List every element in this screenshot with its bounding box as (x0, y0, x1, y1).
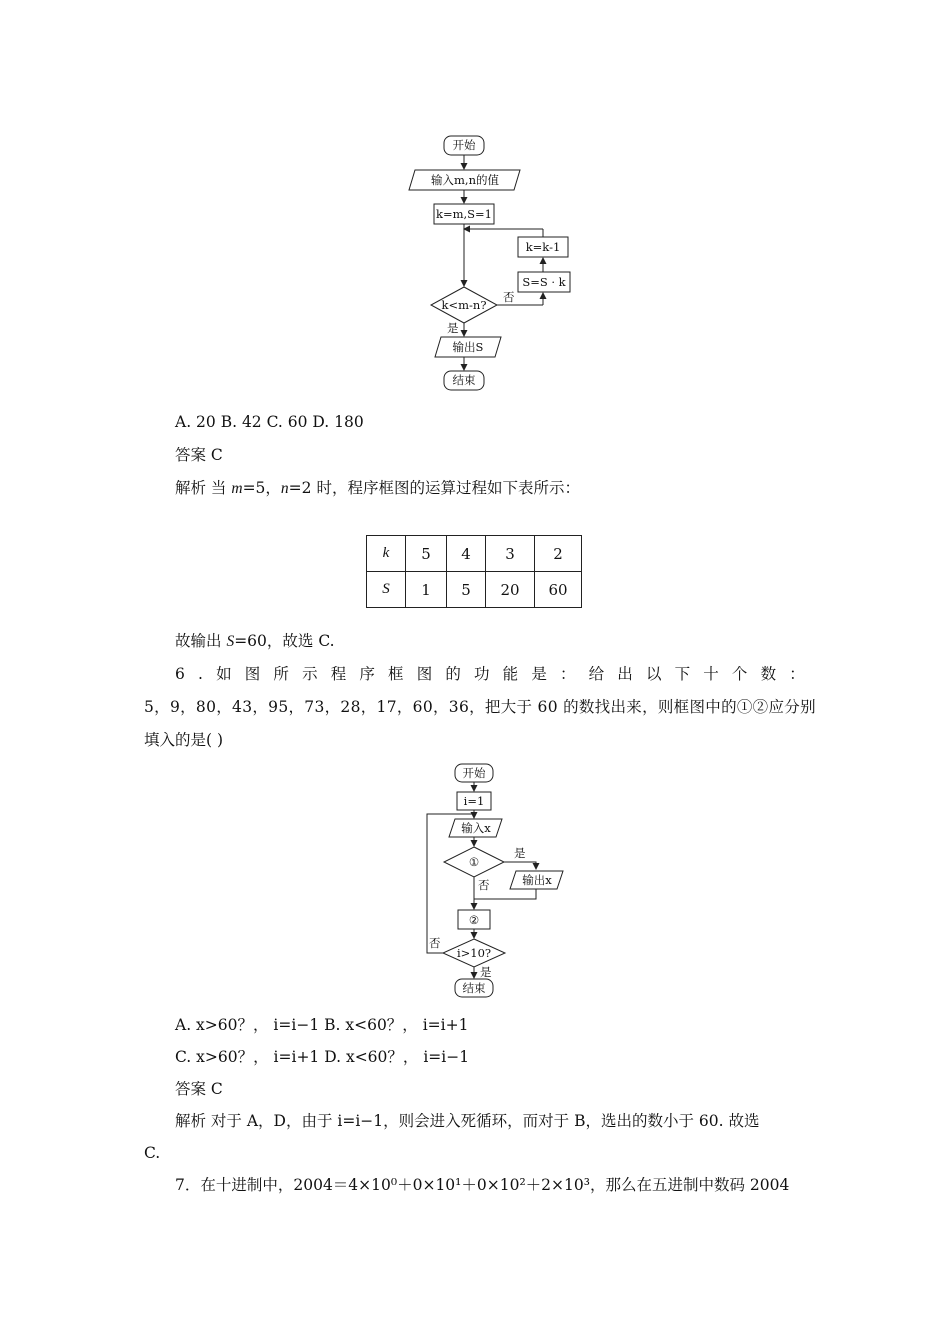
table-cell: 5 (447, 572, 486, 608)
table-cell: 4 (447, 536, 486, 572)
start-label: 开始 (452, 138, 476, 152)
q6-options-cd: C. x>60？， i=i+1 D. x<60？， i=i−1 (175, 1048, 470, 1066)
table-head-k: k (367, 536, 406, 572)
table-cell: 1 (406, 572, 447, 608)
q6-stem-char: 是 (531, 665, 547, 683)
q6-stem-char: 个 (731, 665, 748, 683)
q6-stem-char: 图 (416, 665, 433, 683)
flowchart-2 (420, 758, 570, 1000)
yes-label: 是 (447, 321, 459, 335)
table-row (367, 536, 582, 572)
condition-label: k<m-n? (441, 298, 487, 312)
q6-stem-char: 数 (760, 665, 777, 683)
table-head-s: S (367, 572, 406, 608)
var-m: m (231, 480, 243, 497)
slot1-label: ① (468, 855, 480, 869)
output-label-2: 输出x (522, 873, 552, 887)
q6-stem-char: 所 (273, 665, 289, 683)
q6-analysis-end: C. (144, 1144, 161, 1162)
init-label: k=m,S=1 (436, 207, 492, 221)
q6-stem (175, 664, 805, 684)
q6-stem-char: 以 (645, 665, 662, 683)
q5-conclusion (175, 631, 335, 652)
q6-stem-char: 框 (388, 665, 404, 683)
q6-stem-char: 能 (502, 665, 519, 683)
loop-condition-label: i>10? (456, 946, 492, 960)
conclusion-suffix: =60，故选 C. (234, 632, 335, 650)
q6-blank-line: 填入的是( ) (144, 731, 224, 749)
end-label-2: 结束 (462, 981, 486, 995)
input-label-2: 输入x (461, 821, 491, 835)
var-s: S (226, 633, 235, 650)
table-cell: 2 (535, 536, 582, 572)
loop-no-label: 否 (429, 936, 441, 950)
q6-answer: 答案 C (175, 1080, 223, 1098)
conclusion-prefix: 故输出 (175, 632, 227, 650)
table-cell: 3 (486, 536, 535, 572)
q6-numbers-line: 5，9，80，43，95，73，28，17，60，36，把大于 60 的数找出来，则框图中的①②应分别 (144, 698, 816, 716)
q6-stem-char: 序 (359, 665, 375, 683)
decrement-label: k=k-1 (525, 240, 561, 254)
multiply-label: S=S · k (522, 275, 566, 289)
q5-analysis (175, 478, 580, 499)
q6-stem-char: 下 (674, 665, 691, 683)
q6-options-ab: A. x>60？， i=i−1 B. x<60？， i=i+1 (175, 1016, 469, 1034)
q6-stem-char: 示 (302, 665, 318, 683)
q6-stem-char: 给 (588, 665, 605, 683)
q5-answer: 答案 C (175, 446, 223, 464)
end-label: 结束 (452, 373, 476, 387)
q7-text: 7．在十进制中，2004＝4×10⁰＋0×10¹＋0×10²＋2×10³，那么在五进制中数码 2004 (175, 1176, 790, 1194)
table-row (367, 572, 582, 608)
q5-options: A. 20 B. 42 C. 60 D. 180 (175, 413, 364, 431)
q6-stem-char: . (198, 665, 203, 683)
output-label: 输出S (452, 340, 484, 354)
slot2-label: ② (468, 913, 480, 927)
flowchart-1 (380, 128, 590, 398)
q6-stem-char: 程 (330, 665, 347, 683)
q6-stem-char: 十 (703, 665, 719, 683)
q6-analysis: 解析 对于 A，D，由于 i=i−1，则会进入死循环，而对于 B，选出的数小于 60. 故选 (175, 1112, 760, 1130)
table-cell: 20 (486, 572, 535, 608)
start-label-2: 开始 (462, 766, 486, 780)
q6-stem-char: 功 (474, 665, 490, 683)
q6-stem-char: 图 (244, 665, 261, 683)
analysis-mid2: =2 时，程序框图的运算过程如下表所示： (288, 479, 580, 497)
no-label-2: 否 (478, 878, 490, 892)
q6-stem-char: 如 (216, 665, 232, 683)
q6-stem-char: ： (559, 665, 576, 683)
q6-stem-char: 6 (175, 665, 185, 683)
q6-stem-char: 的 (445, 665, 461, 683)
yes-label-2: 是 (514, 846, 526, 860)
input-label: 输入m,n的值 (431, 173, 499, 187)
init-label-2: i=1 (463, 794, 485, 808)
computation-table (366, 535, 582, 608)
q6-stem-char: ： (789, 665, 805, 683)
var-n: n (280, 480, 289, 497)
analysis-mid1: =5， (242, 479, 281, 497)
q6-stem-char: 出 (617, 665, 633, 683)
analysis-prefix: 解析 当 (175, 479, 232, 497)
table-cell: 5 (406, 536, 447, 572)
table-cell: 60 (535, 572, 582, 608)
no-label: 否 (503, 290, 515, 304)
exit-yes-label: 是 (480, 965, 492, 979)
